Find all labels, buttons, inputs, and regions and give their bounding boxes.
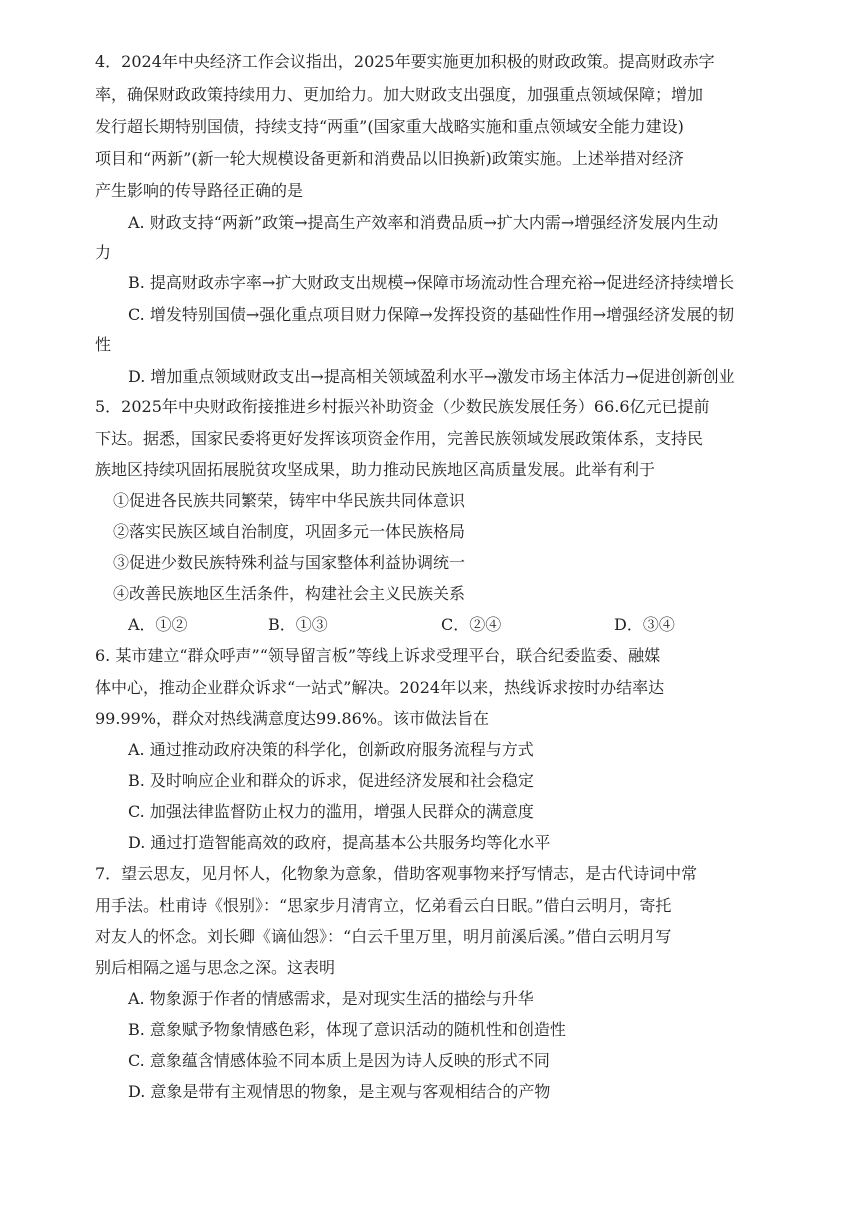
question-6-option-a: A. 通过推动政府决策的科学化，创新政府服务流程与方式 bbox=[128, 740, 534, 759]
question-5-statement-2: ②落实民族区域自治制度，巩固多元一体民族格局 bbox=[113, 522, 466, 541]
question-5-choice-a: A．①② bbox=[128, 615, 188, 634]
question-5-choice-d: D．③④ bbox=[614, 615, 675, 634]
question-7-stem-line-3: 对友人的怀念。刘长卿《谪仙怨》：“白云千里万里，明月前溪后溪。”借白云明月写 bbox=[95, 927, 672, 946]
question-4-stem-line-2: 率，确保财政政策持续用力、更加给力。加大财政支出强度，加强重点领域保障；增加 bbox=[95, 85, 704, 104]
question-7-option-c: C. 意象蕴含情感体验不同本质上是因为诗人反映的形式不同 bbox=[128, 1051, 550, 1070]
question-5-choice-b: B．①③ bbox=[268, 615, 328, 634]
question-5-statement-4: ④改善民族地区生活条件，构建社会主义民族关系 bbox=[113, 584, 466, 603]
question-4-stem-line-3: 发行超长期特别国债，持续支持“两重”(国家重大战略实施和重点领域安全能力建设) bbox=[95, 117, 684, 136]
question-7-stem-line-2: 用手法。杜甫诗《恨别》：“思家步月清宵立，忆弟看云白日眠。”借白云明月，寄托 bbox=[95, 896, 672, 915]
question-5-stem-line-2: 下达。据悉，国家民委将更好发挥该项资金作用，完善民族领域发展政策体系，支持民 bbox=[95, 429, 704, 448]
question-7-option-b: B. 意象赋予物象情感色彩，体现了意识活动的随机性和创造性 bbox=[128, 1020, 566, 1039]
question-5-statement-3: ③促进少数民族特殊利益与国家整体利益协调统一 bbox=[113, 553, 466, 572]
question-6-option-b: B. 及时响应企业和群众的诉求，促进经济发展和社会稳定 bbox=[128, 771, 534, 790]
question-4-option-c: C. 增发特别国债→强化重点项目财力保障→发挥投资的基础性作用→增强经济发展的韧 bbox=[128, 305, 735, 324]
question-7-option-a: A. 物象源于作者的情感需求，是对现实生活的描绘与升华 bbox=[128, 989, 534, 1008]
question-4-stem-line-4: 项目和“两新”(新一轮大规模设备更新和消费品以旧换新)政策实施。上述举措对经济 bbox=[95, 149, 684, 168]
question-4-option-a-cont: 力 bbox=[95, 243, 112, 262]
question-6-stem-line-3: 99.99%，群众对热线满意度达99.86%。该市做法旨在 bbox=[95, 709, 490, 728]
question-6-option-c: C. 加强法律监督防止权力的滥用，增强人民群众的满意度 bbox=[128, 802, 534, 821]
question-5-choice-c: C．②④ bbox=[441, 615, 502, 634]
question-5-stem-line-3: 族地区持续巩固拓展脱贫攻坚成果，助力推动民族地区高质量发展。此举有利于 bbox=[95, 460, 656, 479]
question-4-option-d: D. 增加重点领域财政支出→提高相关领域盈利水平→激发市场主体活力→促进创新创业 bbox=[128, 367, 735, 386]
question-6-stem-line-1: 6. 某市建立“群众呼声”“领导留言板”等线上诉求受理平台，联合纪委监委、融媒 bbox=[95, 646, 661, 665]
question-7-stem-line-1: 7．望云思友，见月怀人，化物象为意象，借助客观事物来抒写情志，是古代诗词中常 bbox=[95, 864, 698, 883]
question-5-statement-1: ①促进各民族共同繁荣，铸牢中华民族共同体意识 bbox=[113, 491, 466, 510]
question-6-option-d: D. 通过打造智能高效的政府，提高基本公共服务均等化水平 bbox=[128, 833, 551, 852]
question-4-stem-line-5: 产生影响的传导路径正确的是 bbox=[95, 181, 304, 200]
question-5-choices bbox=[128, 615, 688, 635]
question-6-stem-line-2: 体中心，推动企业群众诉求“一站式”解决。2024年以来，热线诉求按时办结率达 bbox=[95, 678, 665, 697]
question-4-option-c-cont: 性 bbox=[95, 335, 112, 354]
question-4-stem-line-1: 4．2024年中央经济工作会议指出，2025年要实施更加积极的财政政策。提高财政赤字 bbox=[95, 52, 715, 71]
question-4-option-a: A. 财政支持“两新”政策→提高生产效率和消费品质→扩大内需→增强经济发展内生动 bbox=[128, 213, 719, 232]
question-7-stem-line-4: 别后相隔之遥与思念之深。这表明 bbox=[95, 958, 336, 977]
question-5-stem-line-1: 5．2025年中央财政衔接推进乡村振兴补助资金（少数民族发展任务）66.6亿元已提前 bbox=[95, 397, 710, 416]
question-4-option-b: B. 提高财政赤字率→扩大财政支出规模→保障市场流动性合理充裕→促进经济持续增长 bbox=[128, 273, 735, 292]
question-7-option-d: D. 意象是带有主观情思的物象，是主观与客观相结合的产物 bbox=[128, 1082, 551, 1101]
